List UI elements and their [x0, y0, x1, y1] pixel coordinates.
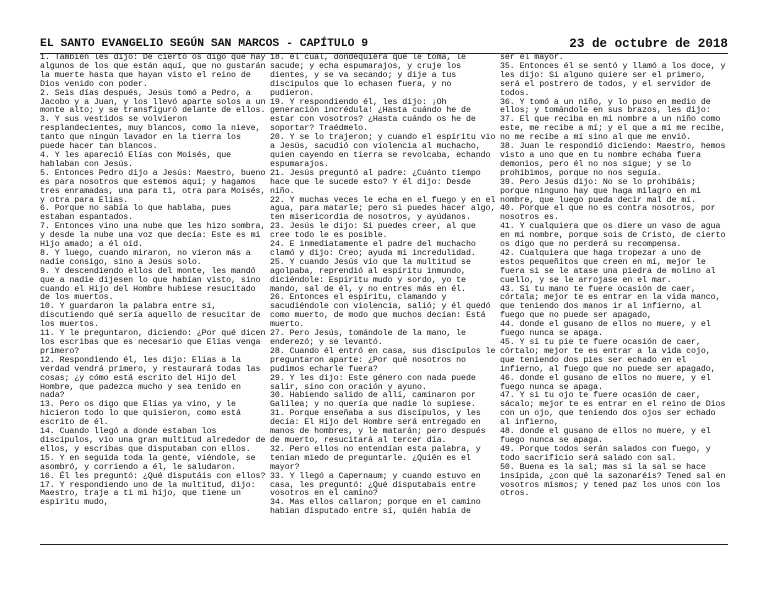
chapter-title: EL SANTO EVANGELIO SEGÚN SAN MARCOS - CAPÍTULO 9 — [40, 38, 369, 50]
verse-paragraph: 31. Porque enseñaba a sus discípulos, y les decía: El Hijo del Hombre será entregado en manos de hombres, y le matarán; pero después de muerto, resucitará al tercer día. — [270, 409, 486, 445]
verse-paragraph: 43. Si tu mano te fuere ocasión de caer, córtala; mejor te es entrar en la vida manco, que teniendo dos manos ir al infierno, al fuego que no puede ser apagado, — [500, 284, 721, 321]
verse-paragraph: 44. donde el gusano de ellos no muere, y el fuego nunca se apaga. — [500, 320, 711, 339]
verse-paragraph: 39. Pero Jesús dijo: No se lo prohibáis; porque ninguno hay que haga milagro en mi nombre, que luego pueda decir mal de mí. — [500, 177, 701, 205]
verse-paragraph: 38. Juan le respondió diciendo: Maestro, hemos visto a uno que en tu nombre echaba fuera demonios, pero él no nos sigue; y se lo prohibimos, porque no nos seguía. — [500, 142, 726, 178]
verse-column-1 — [40, 54, 268, 542]
verse-paragraph: 16. Él les preguntó: ¿Qué disputáis con ellos? — [40, 471, 266, 481]
verse-paragraph: 47. Y si tu ojo te fuere ocasión de caer, sácalo; mejor te es entrar en el reino de Dios con un ojo, que teniendo dos ojos ser echado al infierno, — [500, 391, 726, 428]
footer-divider — [40, 544, 728, 545]
verse-paragraph: 5. Entonces Pedro dijo a Jesús: Maestro, bueno es para nosotros que estemos aquí; y hagamos tres enramadas, una para ti, otra para Moisés, y otra para Elías. — [40, 168, 266, 205]
verse-paragraph: 33. Y llegó a Capernaum; y cuando estuvo en casa, les preguntó: ¿Qué disputabais entre vosotros en el camino? — [270, 471, 481, 499]
verse-paragraph: 6. Porque no sabía lo que hablaba, pues estaban espantados. — [40, 204, 232, 223]
verse-paragraph: 49. Porque todos serán salados con fuego, y todo sacrificio será salado con sal. — [500, 444, 711, 463]
verse-paragraph: 21. Jesús preguntó al padre: ¿Cuánto tiempo hace que le sucede esto? Y él dijo: Desde niño. — [270, 168, 481, 196]
verse-paragraph: 4. Y les apareció Elías con Moisés, que hablaban con Jesús. — [40, 150, 232, 169]
verse-paragraph: 7. Entonces vino una nube que les hizo sombra, y desde la nube una voz que decía: Este es mi Hijo amado; a él oíd. — [40, 222, 266, 250]
verse-paragraph: 32. Pero ellos no entendían esta palabra, y tenían miedo de preguntarle. ¿Quién es el mayor? — [270, 444, 481, 472]
verse-paragraph: 24. E inmediatamente el padre del muchacho clamó y dijo: Creo; ayuda mi incredulidad. — [270, 240, 476, 258]
verse-paragraph: 19. Y respondiendo él, les dijo: ¡Oh generación incrédula! ¿Hasta cuándo he de estar con vosotros? ¿Hasta cuándo os he de soportar? Traédmelo. — [270, 97, 476, 134]
verse-paragraph: 37. El que reciba en mi nombre a un niño como este, me recibe a mí; y el que a mí me recibe, no me recibe a mí sino al que me envió. — [500, 115, 726, 143]
verse-paragraph: 13. Pero os digo que Elías ya vino, y le hicieron todo lo que quisieron, como está escrito de él. — [40, 400, 241, 428]
verse-paragraph: 17. Y respondiendo uno de la multitud, dijo: Maestro, traje a ti mi hijo, que tiene un espíritu mudo, — [40, 480, 256, 508]
document-date: 23 de octubre de 2018 — [569, 37, 728, 51]
verse-paragraph: 10. Y guardaron la palabra entre sí, discutiendo qué sería aquello de resucitar de los muertos. — [40, 302, 261, 330]
verse-paragraph: 36. Y tomó a un niño, y lo puso en medio de ellos; y tomándole en sus brazos, les dijo: — [500, 97, 711, 116]
verse-paragraph: 12. Respondiendo él, les dijo: Elías a la verdad vendrá primero, y restaurará todas las cosas; ¿y cómo está escrito del Hijo del Hombre, que padezca mucho y sea tenido en nada? — [40, 355, 261, 401]
verse-paragraph: 2. Seis días después, Jesús tomó a Pedro, a Jacobo y a Juan, y los llevó aparte solos a un monte alto; y se transfiguró delante de ellos. — [40, 88, 266, 116]
verse-paragraph: 1. Tambien les dijo: De cierto os digo que hay algunos de los que están aquí, que no gustarán la muerte hasta que hayan visto el reino de Dios venido con poder. — [40, 54, 266, 89]
verse-paragraph: 34. Mas ellos callaron; porque en el camino habían disputado entre sí, quién había de — [270, 498, 481, 517]
verse-paragraph: 22. Y muchas veces le echa en el fuego y en el agua, para matarle; pero si puedes hacer algo, ten misericordia de nosotros, y ayúdanos. — [270, 195, 496, 223]
verse-column-3 — [500, 54, 728, 542]
verse-paragraph: 42. Cualquiera que haga tropezar a uno de estos pequeñitos que creen en mí, mejor le fuera si se le atase una piedra de molino al cuello, y se le arrojase en el mar. — [500, 248, 716, 285]
verse-paragraph: 8. Y luego, cuando miraron, no vieron más a nadie consigo, sino a Jesús solo. — [40, 248, 251, 267]
verse-paragraph: 14. Cuando llegó a donde estaban los discípulos, vio una gran multitud alrededor de ellos, y escribas que disputaban con ellos. — [40, 427, 266, 454]
verse-paragraph: 35. Entonces él se sentó y llamó a los doce, y les dijo: Si alguno quiere ser el primero, será el postrero de todos, y el servidor de todos. — [500, 61, 726, 98]
verse-paragraph: 20. Y se lo trajeron; y cuando el espíritu vio a Jesús, sacudió con violencia al muchacho, quien cayendo en tierra se revolcaba, echando espumarajos. — [270, 133, 496, 169]
page-header — [40, 38, 728, 54]
verse-paragraph: 27. Pero Jesús, tomándole de la mano, le enderezó; y se levantó. — [270, 329, 466, 347]
verse-paragraph: 45. Y si tu pie te fuere ocasión de caer, córtalo; mejor te es entrar a la vida cojo, que teniendo dos pies ser echado en el infierno, al fuego que no puede ser apagado, — [500, 338, 716, 374]
verse-paragraph: 26. Entonces el espíritu, clamando y sacudiéndole con violencia, salió; y él quedó como muerto, de modo que muchos decían: Está muerto. — [270, 293, 491, 330]
verse-paragraph: 25. Y cuando Jesús vio que la multitud se agolpaba, reprendió al espíritu inmundo, diciéndole: Espíritu mudo y sordo, yo te mando, sal de él, y no entres más en él. — [270, 257, 471, 294]
verse-paragraph: 46. donde el gusano de ellos no muere, y el fuego nunca se apaga. — [500, 373, 711, 392]
verse-paragraph: 30. Habiendo salido de allí, caminaron por Galilea; y no quería que nadie lo supiese. — [270, 391, 476, 410]
verse-paragraph: 29. Y les dijo: Este género con nada puede salir, sino con oración y ayuno. — [270, 373, 476, 392]
verse-paragraph: 41. Y cualquiera que os diere un vaso de agua en mi nombre, porque sois de Cristo, de cierto os digo que no perderá su recompensa. — [500, 222, 726, 250]
verse-paragraph: 9. Y descendiendo ellos del monte, les mandó que a nadie dijesen lo que habían visto, sino cuando el Hijo del Hombre hubiese resucitado de los muertos. — [40, 266, 261, 303]
verse-column-2 — [270, 54, 498, 542]
verse-paragraph: 40. Porque el que no es contra nosotros, por nosotros es. — [500, 204, 716, 223]
verse-paragraph: 18. el cual, dondequiera que le toma, le sacude; y echa espumarajos, y cruje los dientes, y se va secando; y dije a tus discípulos que lo echasen fuera, y no pudieron. — [270, 54, 466, 98]
verse-paragraph: 50. Buena es la sal; mas si la sal se hace insípida, ¿con qué la sazonaréis? Tened sal en vosotros mismos; y tened paz los unos con los otros. — [500, 462, 726, 499]
verse-paragraph: 28. Cuando él entró en casa, sus discípulos le preguntaron aparte: ¿Por qué nosotros no pudimos echarle fuera? — [270, 346, 496, 374]
verse-paragraph: 23. Jesús le dijo: Si puedes creer, al que cree todo le es posible. — [270, 222, 476, 241]
verse-paragraph: ser el mayor. — [500, 54, 564, 62]
verse-paragraph: 15. Y en seguida toda la gente, viéndole, se asombró, y corriendo a él, le saludaron. — [40, 453, 256, 472]
verse-paragraph: 48. donde el gusano de ellos no muere, y el fuego nunca se apaga. — [500, 427, 711, 445]
verse-paragraph: 3. Y sus vestidos se volvieron resplandecientes, muy blancos, como la nieve, tanto que ningún lavador en la tierra los puede hacer tan blancos. — [40, 115, 261, 152]
verse-paragraph: 11. Y le preguntaron, diciendo: ¿Por qué dicen los escribas que es necesario que Elías venga primero? — [40, 329, 266, 356]
verse-columns — [40, 54, 728, 542]
